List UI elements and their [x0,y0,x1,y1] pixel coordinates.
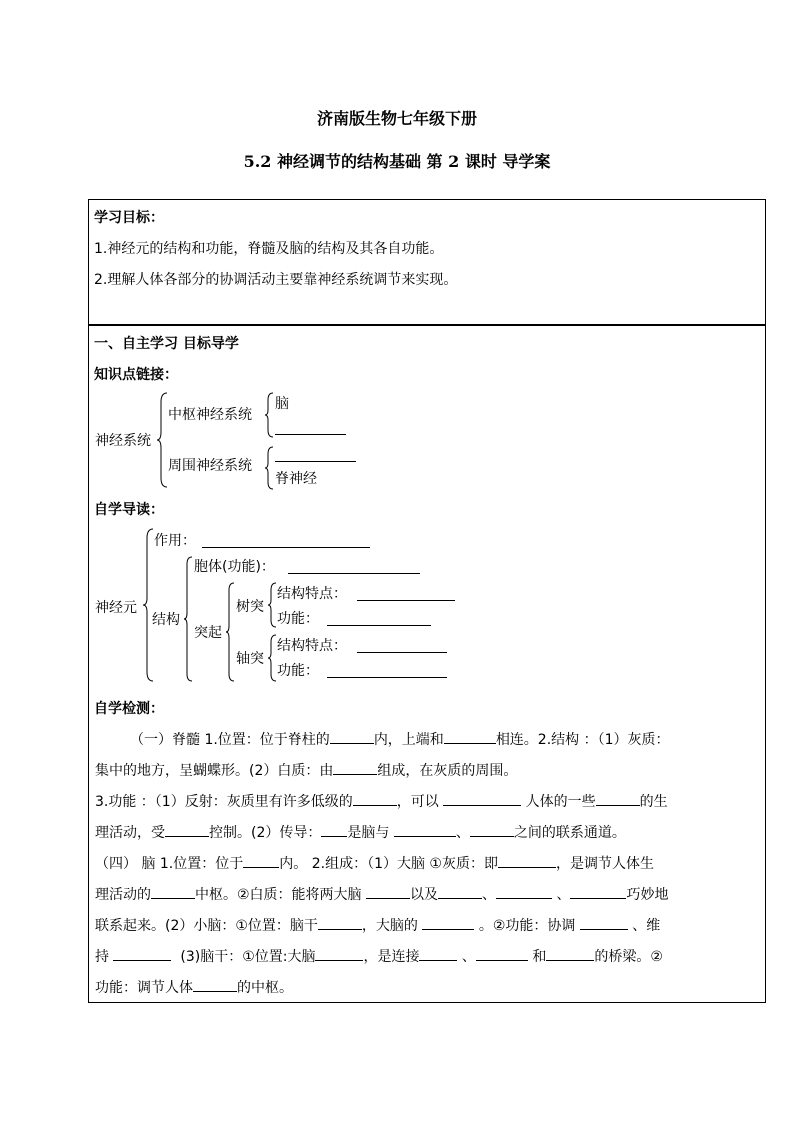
tree-brain: 脑 [275,396,289,412]
blank[interactable] [318,915,362,930]
blank[interactable] [596,791,640,806]
blank-dendrite-function[interactable] [327,611,431,626]
blank[interactable] [330,729,374,744]
objective-item: 1.神经元的结构和功能，脊髓及脑的结构及其各自功能。 [94,241,444,257]
brace-structure [184,556,194,682]
blank[interactable] [470,822,514,837]
blank[interactable] [422,915,474,930]
blank[interactable] [165,822,209,837]
check-line-8: 持 (3)脑干：①位置:大脑 ，是连接 、 和 的桥梁。② [95,946,663,966]
blank[interactable] [580,915,628,930]
axon-function-label: 功能： [277,663,319,679]
blank[interactable] [438,884,482,899]
blank[interactable] [444,729,496,744]
check-line-9: 功能：调节人体 的中枢。 [95,977,293,997]
document-title: 济南版生物七年级下册 [316,109,477,128]
blank[interactable] [498,853,556,868]
dendrite-feature-label: 结构特点： [277,586,347,602]
knowledge-links-heading: 知识点链接： [94,367,178,383]
blank[interactable] [394,822,456,837]
blank-neuron-function[interactable] [202,533,370,548]
blank-axon-feature[interactable] [357,638,447,653]
self-check-heading: 自学检测： [94,701,164,717]
blank[interactable] [193,977,237,992]
brace-process [226,582,236,682]
check-line-3: 3.功能 ：（1）反射：灰质里有许多低级的 ，可以 人体的一些 的生 [95,791,668,811]
tree-cell-body: 胞体(功能)： [194,559,275,575]
check-line-7: 联系起来。(2）小脑：①位置：脑干 ，大脑的 。②功能：协调 、维 [95,915,660,935]
blank[interactable] [476,946,528,961]
blank[interactable] [321,822,347,837]
blank[interactable] [366,884,410,899]
blank-spinal-cord[interactable] [275,422,346,435]
blank[interactable] [546,946,594,961]
blank-cell-body[interactable] [288,559,420,574]
check-line-2: 集中的地方，呈蝴蝶形。(2）白质：由 组成，在灰质的周围。 [95,760,517,780]
tree-structure-label: 结构 [152,612,180,628]
blank[interactable] [419,946,457,961]
blank[interactable] [570,884,626,899]
blank[interactable] [315,946,363,961]
tree-dendrite: 树突 [236,599,264,615]
blank[interactable] [443,791,521,806]
tree-peripheral-nervous-system: 周围神经系统 [168,458,252,474]
tree-root-nervous-system: 神经系统 [95,433,151,449]
tree-axon: 轴突 [236,651,264,667]
tree-function-label: 作用： [154,533,196,549]
axon-feature-label: 结构特点： [277,638,347,654]
section-heading: 一、自主学习 目标导学 [94,336,239,352]
check-line-6: 理活动的 中枢。②白质：能将两大脑 以及 、 、 巧妙地 [95,884,668,904]
brace-central [265,392,275,438]
blank[interactable] [151,884,195,899]
blank[interactable] [243,853,279,868]
tree-process-label: 突起 [194,625,222,641]
tree-central-nervous-system: 中枢神经系统 [168,407,252,423]
check-line-1: （一）脊髓 1.位置：位于脊柱的 内，上端和 相连。2.结构 ：（1）灰质： [130,729,670,749]
blank[interactable] [353,791,397,806]
objectives-box [88,199,766,325]
blank[interactable] [496,884,552,899]
objectives-heading: 学习目标： [94,210,164,226]
blank-axon-function[interactable] [327,663,447,678]
tree-root-neuron: 神经元 [95,600,137,616]
dendrite-function-label: 功能： [277,611,319,627]
objective-item: 2.理解人体各部分的协调活动主要靠神经系统调节来实现。 [94,272,458,288]
blank[interactable] [113,946,171,961]
self-reading-heading: 自学导读： [94,502,164,518]
lesson-title: 5.2 神经调节的结构基础 第 2 课时 导学案 [243,152,551,171]
brace-peripheral [265,446,275,490]
blank-cranial-nerve[interactable] [275,449,356,462]
brace-neuron [143,528,155,682]
blank-dendrite-feature[interactable] [357,586,455,601]
check-line-5: （四） 脑 1.位置：位于 内。 2.组成：（1）大脑 ①灰质：即 ，是调节人体生 [95,853,654,873]
tree-spinal-nerve: 脊神经 [275,471,317,487]
blank[interactable] [333,760,377,775]
check-line-4: 理活动，受 控制。(2）传导： 是脑与 、 之间的联系通道。 [95,822,626,842]
